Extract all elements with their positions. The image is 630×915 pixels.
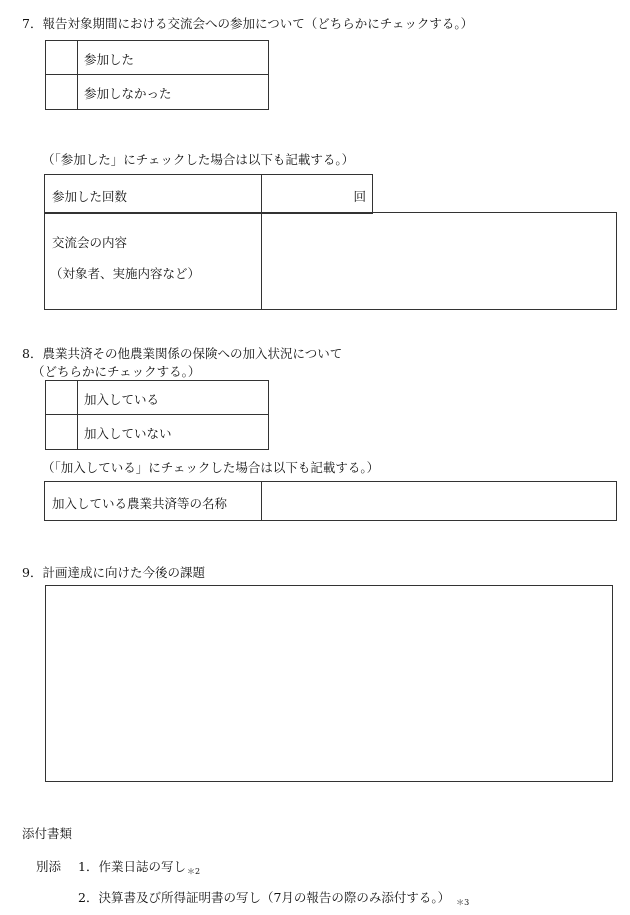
exchange-content-label: [45, 213, 262, 309]
checkbox-not-enrolled[interactable]: [46, 415, 78, 449]
future-issues-field[interactable]: [45, 585, 613, 782]
option-participated-label: 参加した: [78, 41, 268, 75]
section8-note: （「加入している」にチェックした場合は以下も記載する。）: [42, 460, 380, 475]
section8-checklist: [45, 380, 269, 450]
insurance-name-label: 加入している農業共済等の名称: [45, 482, 262, 520]
attachments-heading: 添付書類: [22, 826, 73, 841]
option-not-participated-label: 参加しなかった: [84, 86, 172, 101]
content-label-line2: （対象者、実施内容など）: [50, 265, 201, 281]
participation-count-row: [44, 174, 373, 214]
option-enrolled-label: 加入している: [78, 381, 268, 415]
participation-count-label: 参加した回数: [45, 175, 262, 213]
checkbox-enrolled[interactable]: [46, 381, 78, 415]
attachment-item-2-note: ＊3: [456, 898, 470, 907]
checkbox-not-participated[interactable]: [46, 75, 78, 109]
section8-heading: 8．農業共済その他農業関係の保険への加入状況について: [22, 346, 343, 361]
section7-checklist: [45, 40, 269, 110]
insurance-name-row: [44, 481, 617, 521]
checkbox-participated[interactable]: [46, 41, 78, 75]
attachment-item-1-text: 1．作業日誌の写し: [78, 859, 186, 874]
exchange-content-field[interactable]: [262, 213, 616, 309]
section8-heading-line2: （どちらかにチェックする。）: [32, 364, 201, 379]
attachment-item-2: [78, 888, 469, 908]
insurance-name-field[interactable]: [262, 482, 616, 520]
count-unit: 回: [353, 189, 366, 204]
attachments-prefix: 別添: [36, 859, 62, 874]
section9-heading: 9．計画達成に向けた今後の課題: [22, 565, 205, 580]
attachment-item-1: [78, 857, 200, 877]
section7-note: （「参加した」にチェックした場合は以下も記載する。）: [42, 152, 355, 167]
option-not-enrolled-label: 加入していない: [84, 426, 172, 441]
participation-count-field[interactable]: [262, 175, 372, 213]
attachment-item-1-note: ＊2: [186, 867, 201, 876]
attachment-item-2-text: 2．決算書及び所得証明書の写し（7月の報告の際のみ添付する。）: [78, 890, 451, 905]
exchange-content-row: [44, 212, 617, 310]
section7-heading: 7．報告対象期間における交流会への参加について（どちらかにチェックする。）: [22, 16, 474, 31]
content-label-line1: 交流会の内容: [52, 235, 128, 250]
